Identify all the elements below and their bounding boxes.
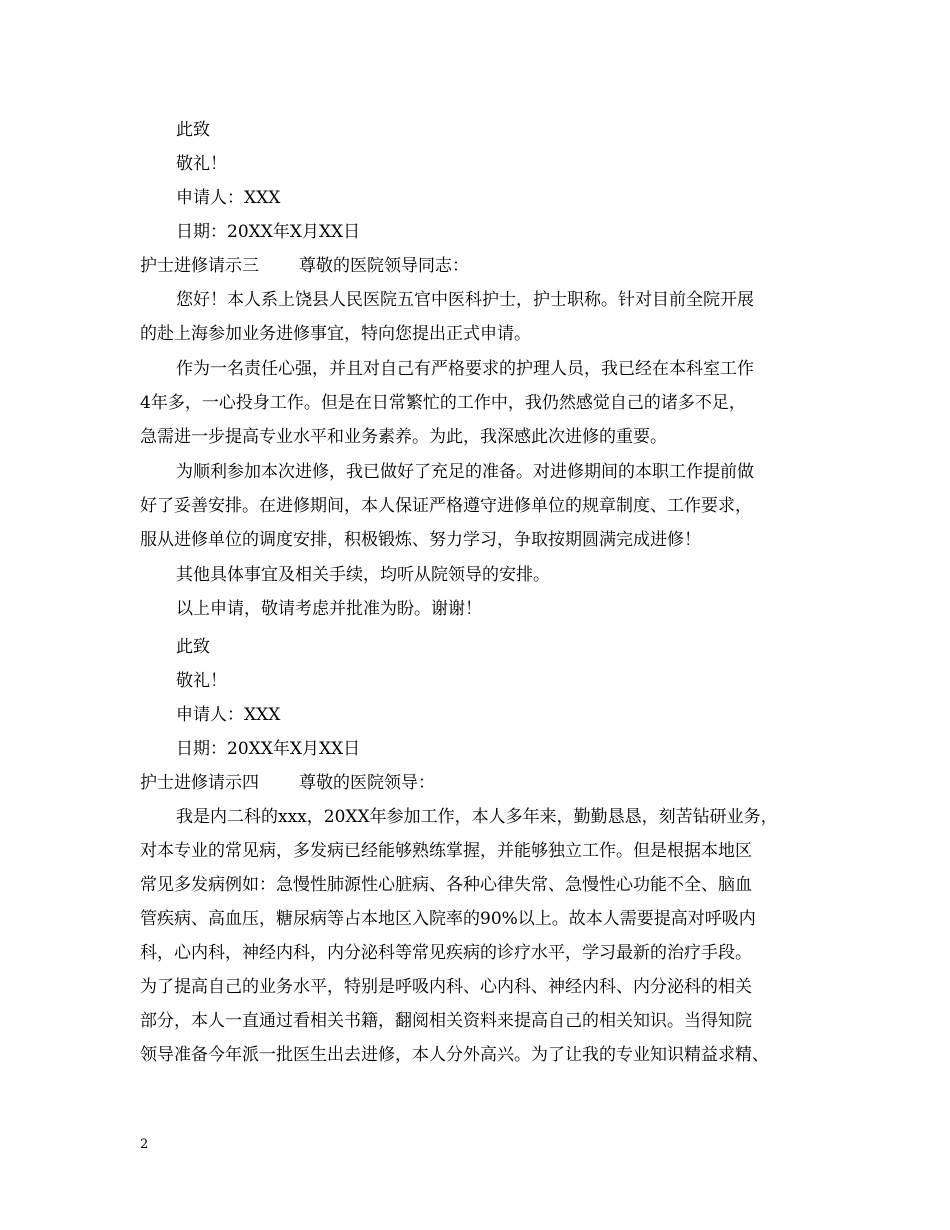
paragraph-line: 好了妥善安排。在进修期间，本人保证严格遵守进修单位的规章制度、工作要求， (140, 496, 752, 516)
paragraph-line: 领导准备今年派一批医生出去进修，本人分外高兴。为了让我的专业知识精益求精、 (140, 1045, 769, 1065)
paragraph-line: 常见多发病例如：急慢性肺源性心脏病、各种心律失常、急慢性心功能不全、脑血 (140, 875, 752, 895)
page-number: 2 (140, 1137, 149, 1152)
section-greeting: 尊敬的医院领导： (299, 773, 435, 793)
paragraph-line: 为了提高自己的业务水平，特别是呼吸内科、心内科、神经内科、内分泌科的相关 (140, 977, 752, 997)
paragraph-line: 为顺利参加本次进修，我已做好了充足的准备。对进修期间的本职工作提前做 (176, 462, 754, 482)
paragraph-line: 作为一名责任心强，并且对自己有严格要求的护理人员，我已经在本科室工作 (176, 359, 754, 379)
date-line: 日期：20XX年X月XX日 (176, 222, 361, 242)
paragraph-line: 管疾病、高血压，糖尿病等占本地区入院率的90%以上。故本人需要提高对呼吸内 (140, 909, 756, 929)
section-title: 护士进修请示三 (140, 256, 259, 276)
paragraph-line: 的赴上海参加业务进修事宜，特向您提出正式申请。 (140, 324, 531, 344)
paragraph-line: 其他具体事宜及相关手续，均听从院领导的安排。 (176, 565, 550, 585)
applicant-line: 申请人：XXX (176, 705, 281, 725)
date-line: 日期：20XX年X月XX日 (176, 739, 361, 759)
section-greeting: 尊敬的医院领导同志： (299, 256, 469, 276)
section-heading (140, 772, 435, 794)
paragraph-line: 我是内二科的xxx，20XX年参加工作，本人多年来，勤勤恳恳，刻苦钻研业务， (176, 807, 778, 827)
paragraph-line: 您好！本人系上饶县人民医院五官中医科护士，护士职称。针对目前全院开展 (176, 290, 754, 310)
section-title: 护士进修请示四 (140, 773, 259, 793)
paragraph-line: 4年多，一心投身工作。但是在日常繁忙的工作中，我仍然感觉自己的诸多不足， (140, 393, 746, 413)
paragraph-line: 科，心内科，神经内科，内分泌科等常见疾病的诊疗水平，学习最新的治疗手段。 (140, 943, 752, 963)
paragraph-line: 服从进修单位的调度安排，积极锻炼、努力学习，争取按期圆满完成进修！ (140, 530, 701, 550)
closing-regards: 敬礼！ (176, 154, 227, 174)
paragraph-line: 部分，本人一直通过看相关书籍，翻阅相关资料来提高自己的相关知识。当得知院 (140, 1011, 752, 1031)
paragraph-line: 急需进一步提高专业水平和业务素养。为此，我深感此次进修的重要。 (140, 427, 667, 447)
section-heading (140, 255, 469, 277)
paragraph-line: 以上申请，敬请考虑并批准为盼。谢谢！ (176, 599, 482, 619)
closing-regards: 敬礼！ (176, 671, 227, 691)
applicant-line: 申请人：XXX (176, 188, 281, 208)
closing-salute: 此致 (176, 637, 210, 657)
paragraph-line: 对本专业的常见病，多发病已经能够熟练掌握，并能够独立工作。但是根据本地区 (140, 841, 752, 861)
closing-salute: 此致 (176, 120, 210, 140)
